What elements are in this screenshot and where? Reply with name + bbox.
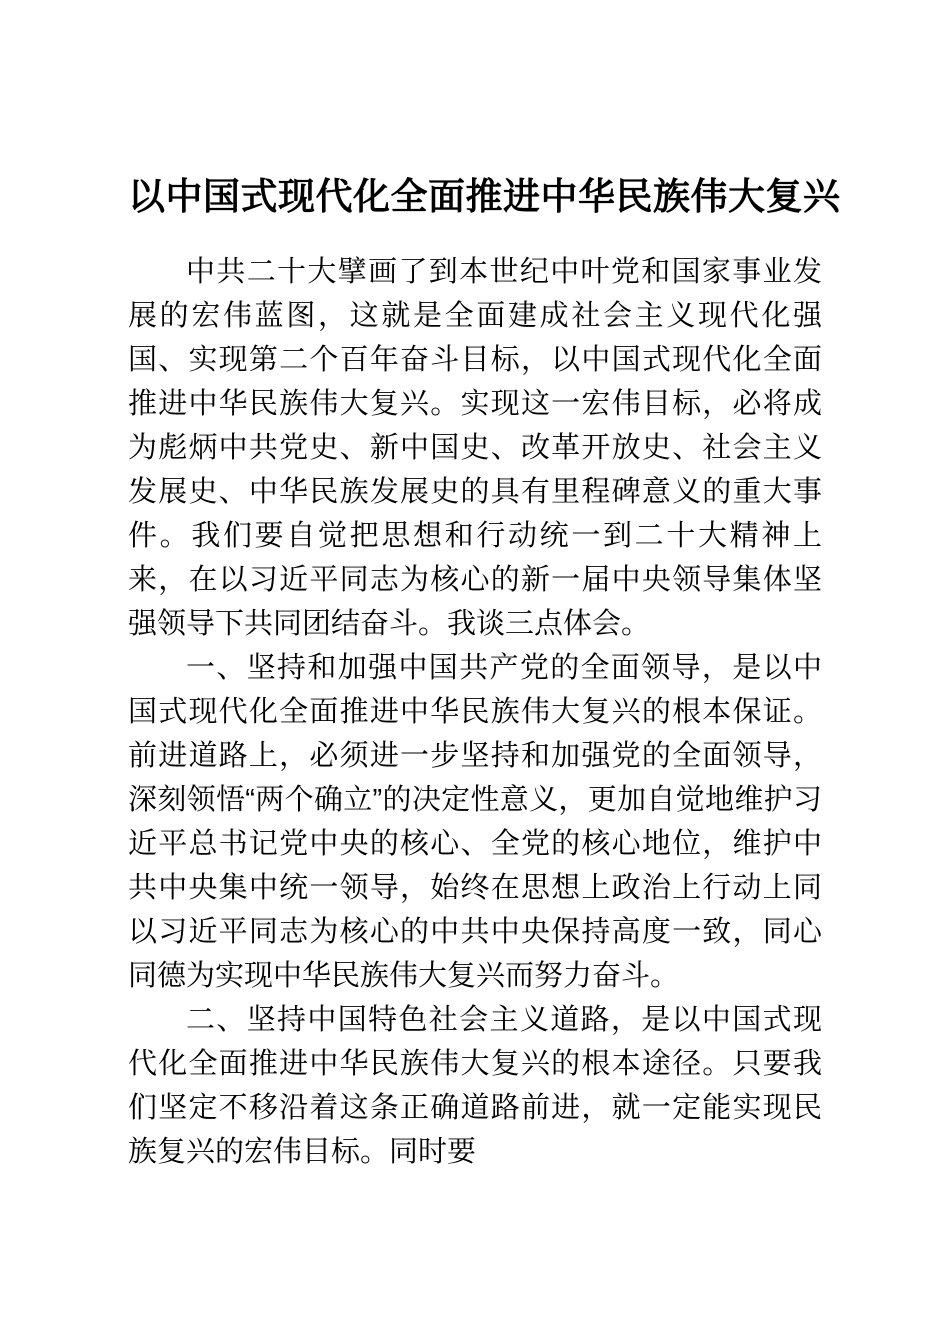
paragraph-section-two: 二、坚持中国特色社会主义道路，是以中国式现代化全面推进中华民族伟大复兴的根本途径。只要我们坚定不移沿着这条正确道路前进，就一定能实现民族复兴的宏伟目标。同时要 <box>128 1004 822 1168</box>
page-title: 以中国式现代化全面推进中华民族伟大复兴 <box>128 176 841 217</box>
paragraph-section-one: 一、坚持和加强中国共产党的全面领导，是以中国式现代化全面推进中华民族伟大复兴的根本保证。前进道路上，必须进一步坚持和加强党的全面领导，深刻领悟“两个确立”的决定性意义，更加自觉地维护习近平总书记党中央的核心、全党的核心地位，维护中共中央集中统一领导，始终在思想上政治上行动上同以习近平同志为核心的中共中央保持高度一致，同心同德为实现中华民族伟大复兴而努力奋斗。 <box>128 652 822 992</box>
paragraph-intro: 中共二十大擘画了到本世纪中叶党和国家事业发展的宏伟蓝图，这就是全面建成社会主义现代化强国、实现第二个百年奋斗目标，以中国式现代化全面推进中华民族伟大复兴。实现这一宏伟目标，必将成为彪炳中共党史、新中国史、改革开放史、社会主义发展史、中华民族发展史的具有里程碑意义的重大事件。我们要自觉把思想和行动统一到二十大精神上来，在以习近平同志为核心的新一届中央领导集体坚强领导下共同团结奋斗。我谈三点体会。 <box>128 256 822 640</box>
document-body <box>128 0 841 1174</box>
